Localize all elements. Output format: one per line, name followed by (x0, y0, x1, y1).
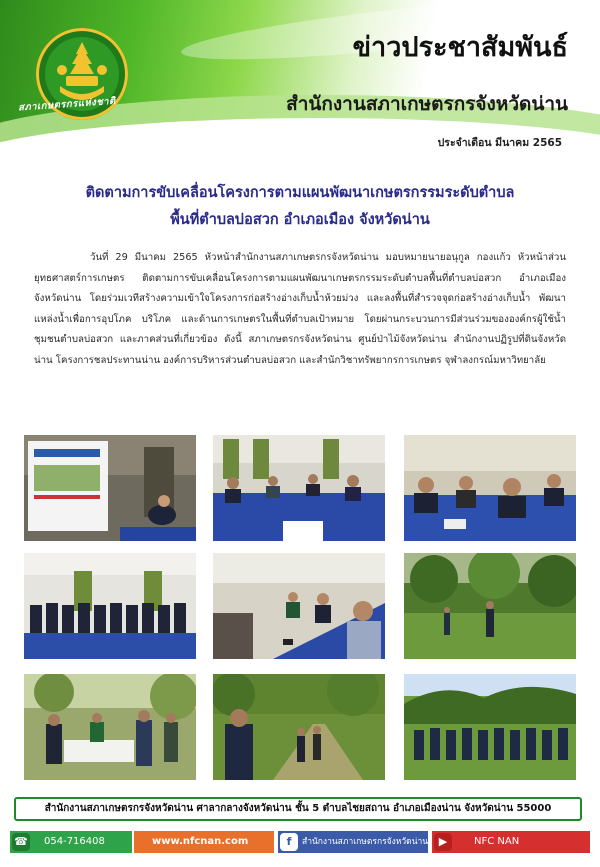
photo-meeting-table (213, 435, 385, 541)
photo-meeting-participants (404, 435, 576, 541)
photo-field-map-review (24, 674, 196, 780)
facebook-link[interactable] (278, 831, 428, 853)
header-banner (0, 0, 600, 162)
youtube-channel: NFC NAN (474, 836, 520, 847)
phone-contact[interactable] (10, 831, 132, 853)
youtube-icon: ▶ (434, 833, 452, 851)
contact-bar (0, 831, 600, 853)
website-url: www.nfcnan.com (152, 836, 249, 847)
phone-icon: ☎ (12, 833, 30, 851)
photo-forest-survey (404, 553, 576, 659)
photo-meeting-discussion (213, 553, 385, 659)
issue-date: ประจำเดือน มีนาคม 2565 (437, 137, 562, 149)
logo-caption: สภาเกษตรกรแห่งชาติ (17, 95, 117, 114)
office-address: สำนักงานสภาเกษตรกรจังหวัดน่าน ศาลากลางจังหวัดน่าน ชั้น 5 ตำบลไชยสถาน อำเภอเมืองน่าน จังหวัดน่าน 55000 (14, 797, 582, 821)
photo-field-walk (213, 674, 385, 780)
phone-number: 054-716408 (44, 836, 105, 847)
article-body: วันที่ 29 มีนาคม 2565 หัวหน้าสำนักงานสภาเกษตรกรจังหวัดน่าน มอบหมายนายอนุกูล กองแก้ว หัวหน้าส่วนยุทธศาสตร์การเกษตร ติดตามการขับเคลื่อนโครงการตามแผนพัฒนาเกษตรกรรมระดับตำบลพื้นที่ตำบลบ่อสวก อำเภอเมือง จังหวัดน่าน โดยร่วมเวทีสร้างความเข้าใจโครงการก่อสร้างอ่างเก็บน้ำห้วยม่วง และลงพื้นที่สำรวจจุดก่อสร้างอ่างเก็บน้ำ พัฒนาแหล่งน้ำเพื่อการอุปโภค บริโภค และด้านการเกษตรในพื้นที่ตำบลเป้าหมาย โดยผ่านกระบวนการมีส่วนร่วมขององค์กรผู้ใช้น้ำชุมชนตำบลบ่อสวก และภาคส่วนที่เกี่ยวข้อง ดังนี้ สภาเกษตรกรจังหวัดน่าน ศูนย์ป่าไม้จังหวัดน่าน สำนักงานปฏิรูปที่ดินจังหวัดน่าน โครงการชลประทานน่าน องค์การบริหารส่วนตำบลบ่อสวก และสำนักวิชาทรัพยากรการเกษตร จุฬาลงกรณ์มหาวิทยาลัย (34, 252, 566, 366)
article-headline (30, 180, 570, 234)
youtube-link[interactable] (432, 831, 590, 853)
headline-line-1: ติดตามการขับเคลื่อนโครงการตามแผนพัฒนาเกษตรกรรมระดับตำบล (85, 185, 515, 201)
newsletter-title: ข่าวประชาสัมพันธ์ (352, 32, 568, 63)
photo-group-meeting-room (24, 553, 196, 659)
facebook-icon: f (280, 833, 298, 851)
headline-line-2: พื้นที่ตำบลบ่อสวก อำเภอเมือง จังหวัดน่าน (170, 212, 430, 228)
website-link[interactable] (134, 831, 274, 853)
photo-group-field (404, 674, 576, 780)
office-name: สำนักงานสภาเกษตรกรจังหวัดน่าน (286, 93, 568, 115)
photo-meeting-presentation (24, 435, 196, 541)
facebook-page: สำนักงานสภาเกษตรกรจังหวัดน่าน (302, 837, 429, 847)
